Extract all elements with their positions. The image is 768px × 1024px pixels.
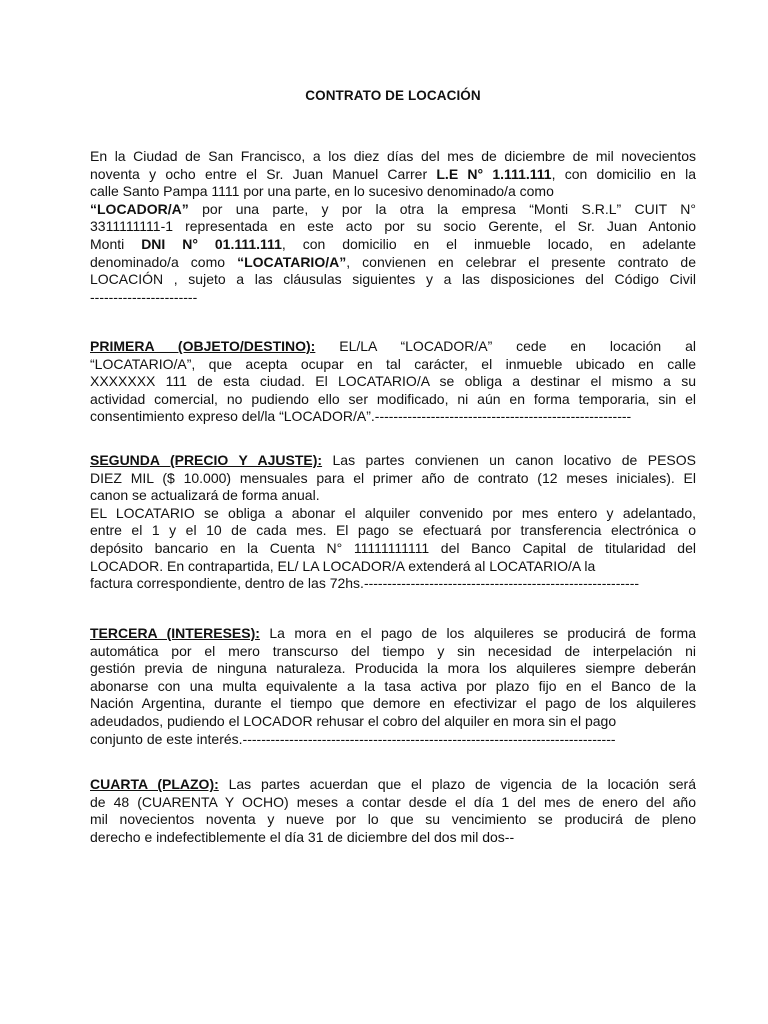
clause-heading: PRIMERA (OBJETO/DESTINO):	[90, 338, 316, 354]
locatario-label: “LOCATARIO/A”	[237, 253, 347, 270]
text-line	[90, 776, 696, 794]
text-span: EL/LA “LOCADOR/A” cede en locación al	[315, 338, 696, 354]
text-line	[90, 166, 696, 184]
text-line	[90, 254, 696, 272]
text-line: EL LOCATARIO se obliga a abonar el alquiler convenido por mes entero y adelantado,	[90, 504, 696, 521]
text-span: , convienen en celebrar el presente contrato de	[346, 253, 696, 270]
text-span: , con domicilio en el inmueble locado, en adelante	[281, 235, 697, 252]
text-line: Nación Argentina, durante el tiempo que demore en efectivizar el pago de los alquileres	[90, 695, 696, 712]
text-line: En la Ciudad de San Francisco, a los diez días del mes de diciembre de mil novecientos	[90, 148, 696, 164]
text-line: adeudados, pudiendo el LOCADOR rehusar el cobro del alquiler en mora sin el pago	[90, 712, 617, 729]
text-line: DIEZ MIL ($ 10.000) mensuales para el primer año de contrato (12 meses iniciales). El	[90, 469, 696, 486]
text-span: por una parte, y por la otra la empresa “Monti S.R.L” CUIT N°	[188, 200, 696, 217]
text-line: gestión previa de ninguna naturaleza. Producida la mora los alquileres siempre deberán	[90, 660, 696, 677]
text-line: conjunto de este interés.--------------------------------------------------------------------------------	[90, 730, 616, 747]
clause-heading: TERCERA (INTERESES):	[90, 625, 260, 641]
dni-number: DNI N° 01.111.111	[141, 235, 282, 252]
text-span: denominado/a como	[90, 253, 238, 270]
text-span: Las partes convienen un canon locativo de PESOS	[322, 452, 696, 468]
text-line: automática por el mero transcurso del tiempo y sin necesidad de interpelación ni	[90, 642, 696, 659]
text-line: calle Santo Pampa 1111 por una parte, en lo sucesivo denominado/a como	[90, 183, 554, 200]
text-line: -----------------------	[90, 288, 198, 305]
text-line	[90, 236, 696, 254]
text-line: abonarse con una multa equivalente a la tasa activa por plazo fijo en el Banco de la	[90, 677, 696, 694]
intro-paragraph	[90, 148, 696, 306]
clause-tercera	[90, 625, 696, 748]
clause-heading: SEGUNDA (PRECIO Y AJUSTE):	[90, 452, 323, 468]
text-line: depósito bancario en la Cuenta N° 11111111111 del Banco Capital de titularidad del	[90, 539, 696, 556]
text-span: Las partes acuerdan que el plazo de vigencia de la locación será	[218, 776, 696, 792]
text-line: consentimiento expreso del/la “LOCADOR/A”.-------------------------------------------------------	[90, 408, 632, 425]
text-line	[90, 625, 696, 643]
text-span: La mora en el pago de los alquileres se producirá de forma	[259, 625, 696, 641]
locador-label: “LOCADOR/A”	[90, 200, 189, 217]
clause-segunda	[90, 452, 696, 593]
document-title: CONTRATO DE LOCACIÓN	[305, 88, 481, 103]
text-line: 3311111111-1 representada en este acto por su socio Gerente, el Sr. Juan Antonio	[90, 218, 696, 235]
clause-primera	[90, 338, 696, 426]
text-line: mil novecientos noventa y nueve por lo que su vencimiento se producirá de pleno	[90, 811, 696, 828]
text-line: LOCACIÓN , sujeto a las cláusulas siguientes y a las disposiciones del Código Civil	[90, 271, 696, 288]
text-span: Monti	[90, 235, 142, 252]
text-line: factura correspondiente, dentro de las 72hs.-----------------------------------------------------------	[90, 575, 640, 592]
text-line	[90, 201, 696, 219]
text-line	[90, 452, 696, 470]
text-line: XXXXXXX 111 de esta ciudad. El LOCATARIO/A se obliga a destinar el mismo a su	[90, 373, 696, 390]
text-line: “LOCATARIO/A”, que acepta ocupar en tal carácter, el inmueble ubicado en calle	[90, 355, 696, 372]
clause-cuarta	[90, 776, 696, 846]
le-number: L.E N° 1.111.111	[436, 165, 552, 182]
text-line: LOCADOR. En contrapartida, EL/ LA LOCADOR/A extenderá al LOCATARIO/A la	[90, 557, 596, 574]
text-line: derecho e indefectiblemente el día 31 de diciembre del dos mil dos--	[90, 828, 515, 845]
text-span: , con domicilio en la	[551, 165, 697, 182]
text-line: entre el 1 y el 10 de cada mes. El pago se efectuará por transferencia electrónica o	[90, 522, 696, 539]
text-span: noventa y ocho entre el Sr. Juan Manuel Carrer	[90, 165, 437, 182]
text-line	[90, 338, 696, 356]
clause-heading: CUARTA (PLAZO):	[90, 776, 219, 792]
text-line: de 48 (CUARENTA Y OCHO) meses a contar desde el día 1 del mes de enero del año	[90, 793, 696, 810]
text-line: canon se actualizará de forma anual.	[90, 487, 320, 504]
text-line: actividad comercial, no pudiendo ello ser modificado, ni aún en forma temporaria, sin el	[90, 390, 696, 407]
